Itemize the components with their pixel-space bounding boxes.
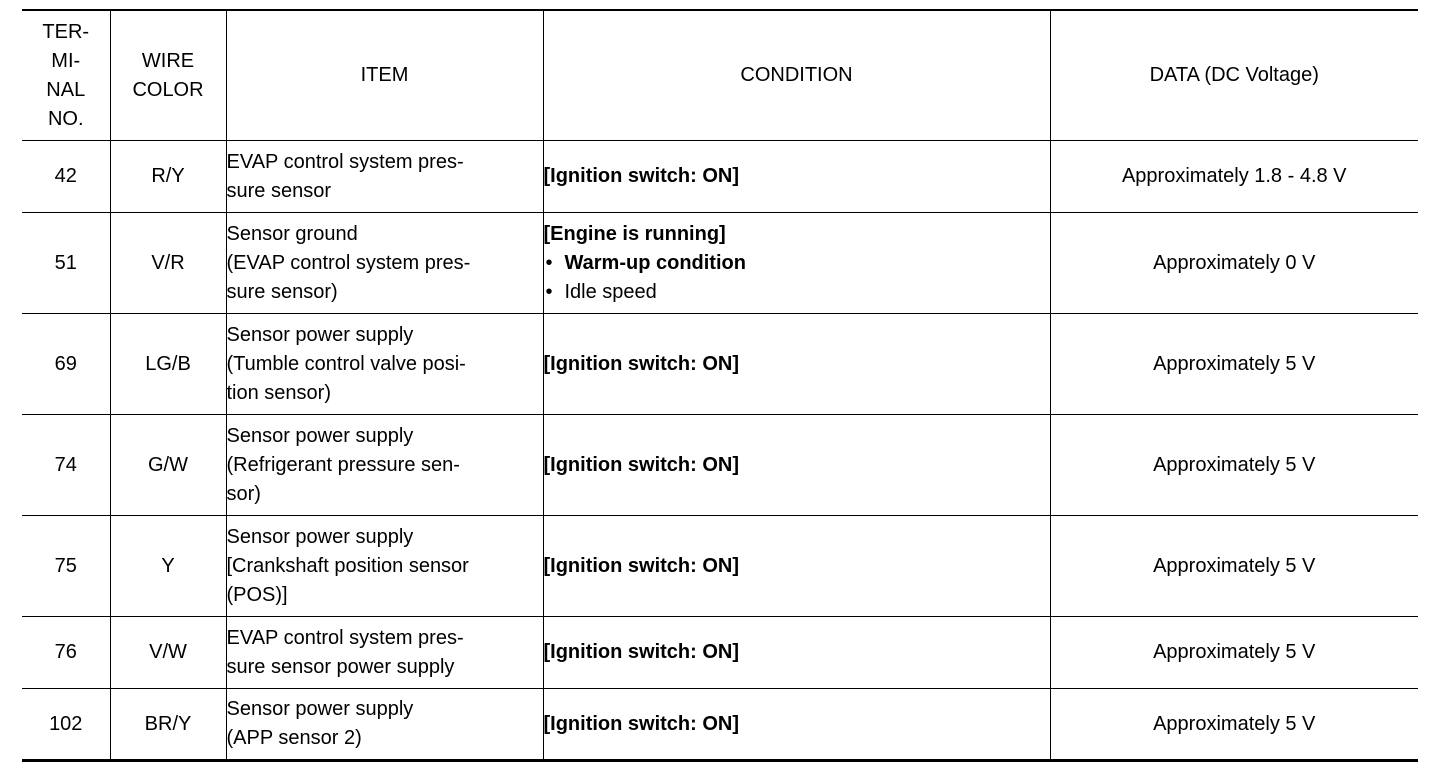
item-cell — [226, 314, 543, 415]
condition-heading: [Ignition switch: ON] — [543, 165, 740, 187]
condition-bullet-item — [544, 249, 1050, 278]
table-row — [22, 516, 1418, 617]
item-line: (POS)] — [226, 583, 288, 606]
item-line: (APP sensor 2) — [226, 727, 362, 749]
condition-cell — [543, 314, 1050, 415]
wire-color-cell: V/R — [110, 213, 226, 314]
condition-bullet-item — [544, 278, 1050, 307]
item-cell — [226, 617, 543, 689]
header-wire-line: WIRE — [141, 49, 195, 72]
item-cell — [226, 415, 543, 516]
data-voltage-cell: Approximately 5 V — [1050, 689, 1418, 761]
item-line: Sensor ground — [226, 222, 358, 245]
condition-heading: [Ignition switch: ON] — [543, 453, 740, 476]
item-line: sor) — [226, 482, 261, 505]
terminal-number-cell: 42 — [22, 141, 110, 213]
terminal-number-cell: 76 — [22, 617, 110, 689]
header-data: DATA (DC Voltage) — [1050, 10, 1418, 141]
condition-heading: [Engine is running] — [543, 222, 726, 245]
condition-heading: [Ignition switch: ON] — [543, 712, 740, 735]
condition-bullet-text: Warm-up condition — [564, 251, 746, 274]
item-line: sure sensor — [226, 179, 331, 202]
data-voltage-cell: Approximately 5 V — [1050, 415, 1418, 516]
terminal-number-cell: 51 — [22, 213, 110, 314]
header-terminal-line: NAL — [46, 78, 86, 101]
bullet-glyph: • — [545, 251, 553, 274]
terminal-number-cell: 74 — [22, 415, 110, 516]
terminal-number-cell: 75 — [22, 516, 110, 617]
terminal-number-cell: 102 — [22, 689, 110, 761]
table-row — [22, 415, 1418, 516]
header-terminal-no — [22, 10, 110, 141]
item-line: [Crankshaft position sensor — [226, 554, 469, 577]
item-line: sure sensor power supply — [226, 655, 455, 678]
item-cell — [226, 141, 543, 213]
condition-cell — [543, 617, 1050, 689]
condition-cell — [543, 516, 1050, 617]
table-row — [22, 141, 1418, 213]
item-line: EVAP control system pres- — [226, 150, 464, 173]
wire-color-cell: Y — [110, 516, 226, 617]
wire-color-cell: BR/Y — [110, 689, 226, 761]
condition-heading: [Ignition switch: ON] — [543, 554, 740, 577]
item-line: (EVAP control system pres- — [226, 251, 471, 274]
bullet-glyph: • — [545, 280, 553, 303]
table-row — [22, 314, 1418, 415]
item-line: EVAP control system pres- — [226, 626, 464, 649]
data-voltage-cell: Approximately 5 V — [1050, 516, 1418, 617]
table-row — [22, 689, 1418, 761]
item-line: Sensor power supply — [226, 525, 414, 548]
condition-bullet-list — [544, 249, 1050, 307]
header-condition: CONDITION — [543, 10, 1050, 141]
condition-cell — [543, 689, 1050, 761]
terminal-data-table — [22, 9, 1418, 762]
condition-heading: [Ignition switch: ON] — [543, 352, 740, 375]
wire-color-cell: G/W — [110, 415, 226, 516]
terminal-number-cell: 69 — [22, 314, 110, 415]
table-header-row — [22, 10, 1418, 141]
item-line: Sensor power supply — [226, 424, 414, 447]
condition-cell — [543, 415, 1050, 516]
item-line: Sensor power supply — [226, 323, 414, 346]
header-terminal-line: NO. — [47, 107, 84, 130]
item-line: Sensor power supply — [226, 698, 414, 720]
header-item: ITEM — [226, 10, 543, 141]
condition-cell — [543, 141, 1050, 213]
item-line: tion sensor) — [226, 381, 331, 404]
header-wire-line: COLOR — [132, 78, 204, 101]
item-cell — [226, 516, 543, 617]
table-row — [22, 617, 1418, 689]
condition-cell — [543, 213, 1050, 314]
item-cell — [226, 689, 543, 761]
data-voltage-cell: Approximately 0 V — [1050, 213, 1418, 314]
wire-color-cell: LG/B — [110, 314, 226, 415]
condition-bullet-text: Idle speed — [564, 280, 657, 303]
condition-heading: [Ignition switch: ON] — [543, 641, 740, 663]
data-voltage-cell: Approximately 5 V — [1050, 617, 1418, 689]
item-line: (Tumble control valve posi- — [226, 352, 466, 375]
wire-color-cell: V/W — [110, 617, 226, 689]
table-row — [22, 213, 1418, 314]
data-voltage-cell: Approximately 1.8 - 4.8 V — [1050, 141, 1418, 213]
data-voltage-cell: Approximately 5 V — [1050, 314, 1418, 415]
header-terminal-line: MI- — [51, 49, 81, 72]
wire-color-cell: R/Y — [110, 141, 226, 213]
item-cell — [226, 213, 543, 314]
item-line: (Refrigerant pressure sen- — [226, 453, 460, 476]
header-terminal-line: TER- — [42, 20, 90, 43]
item-line: sure sensor) — [226, 280, 338, 303]
header-wire-color — [110, 10, 226, 141]
